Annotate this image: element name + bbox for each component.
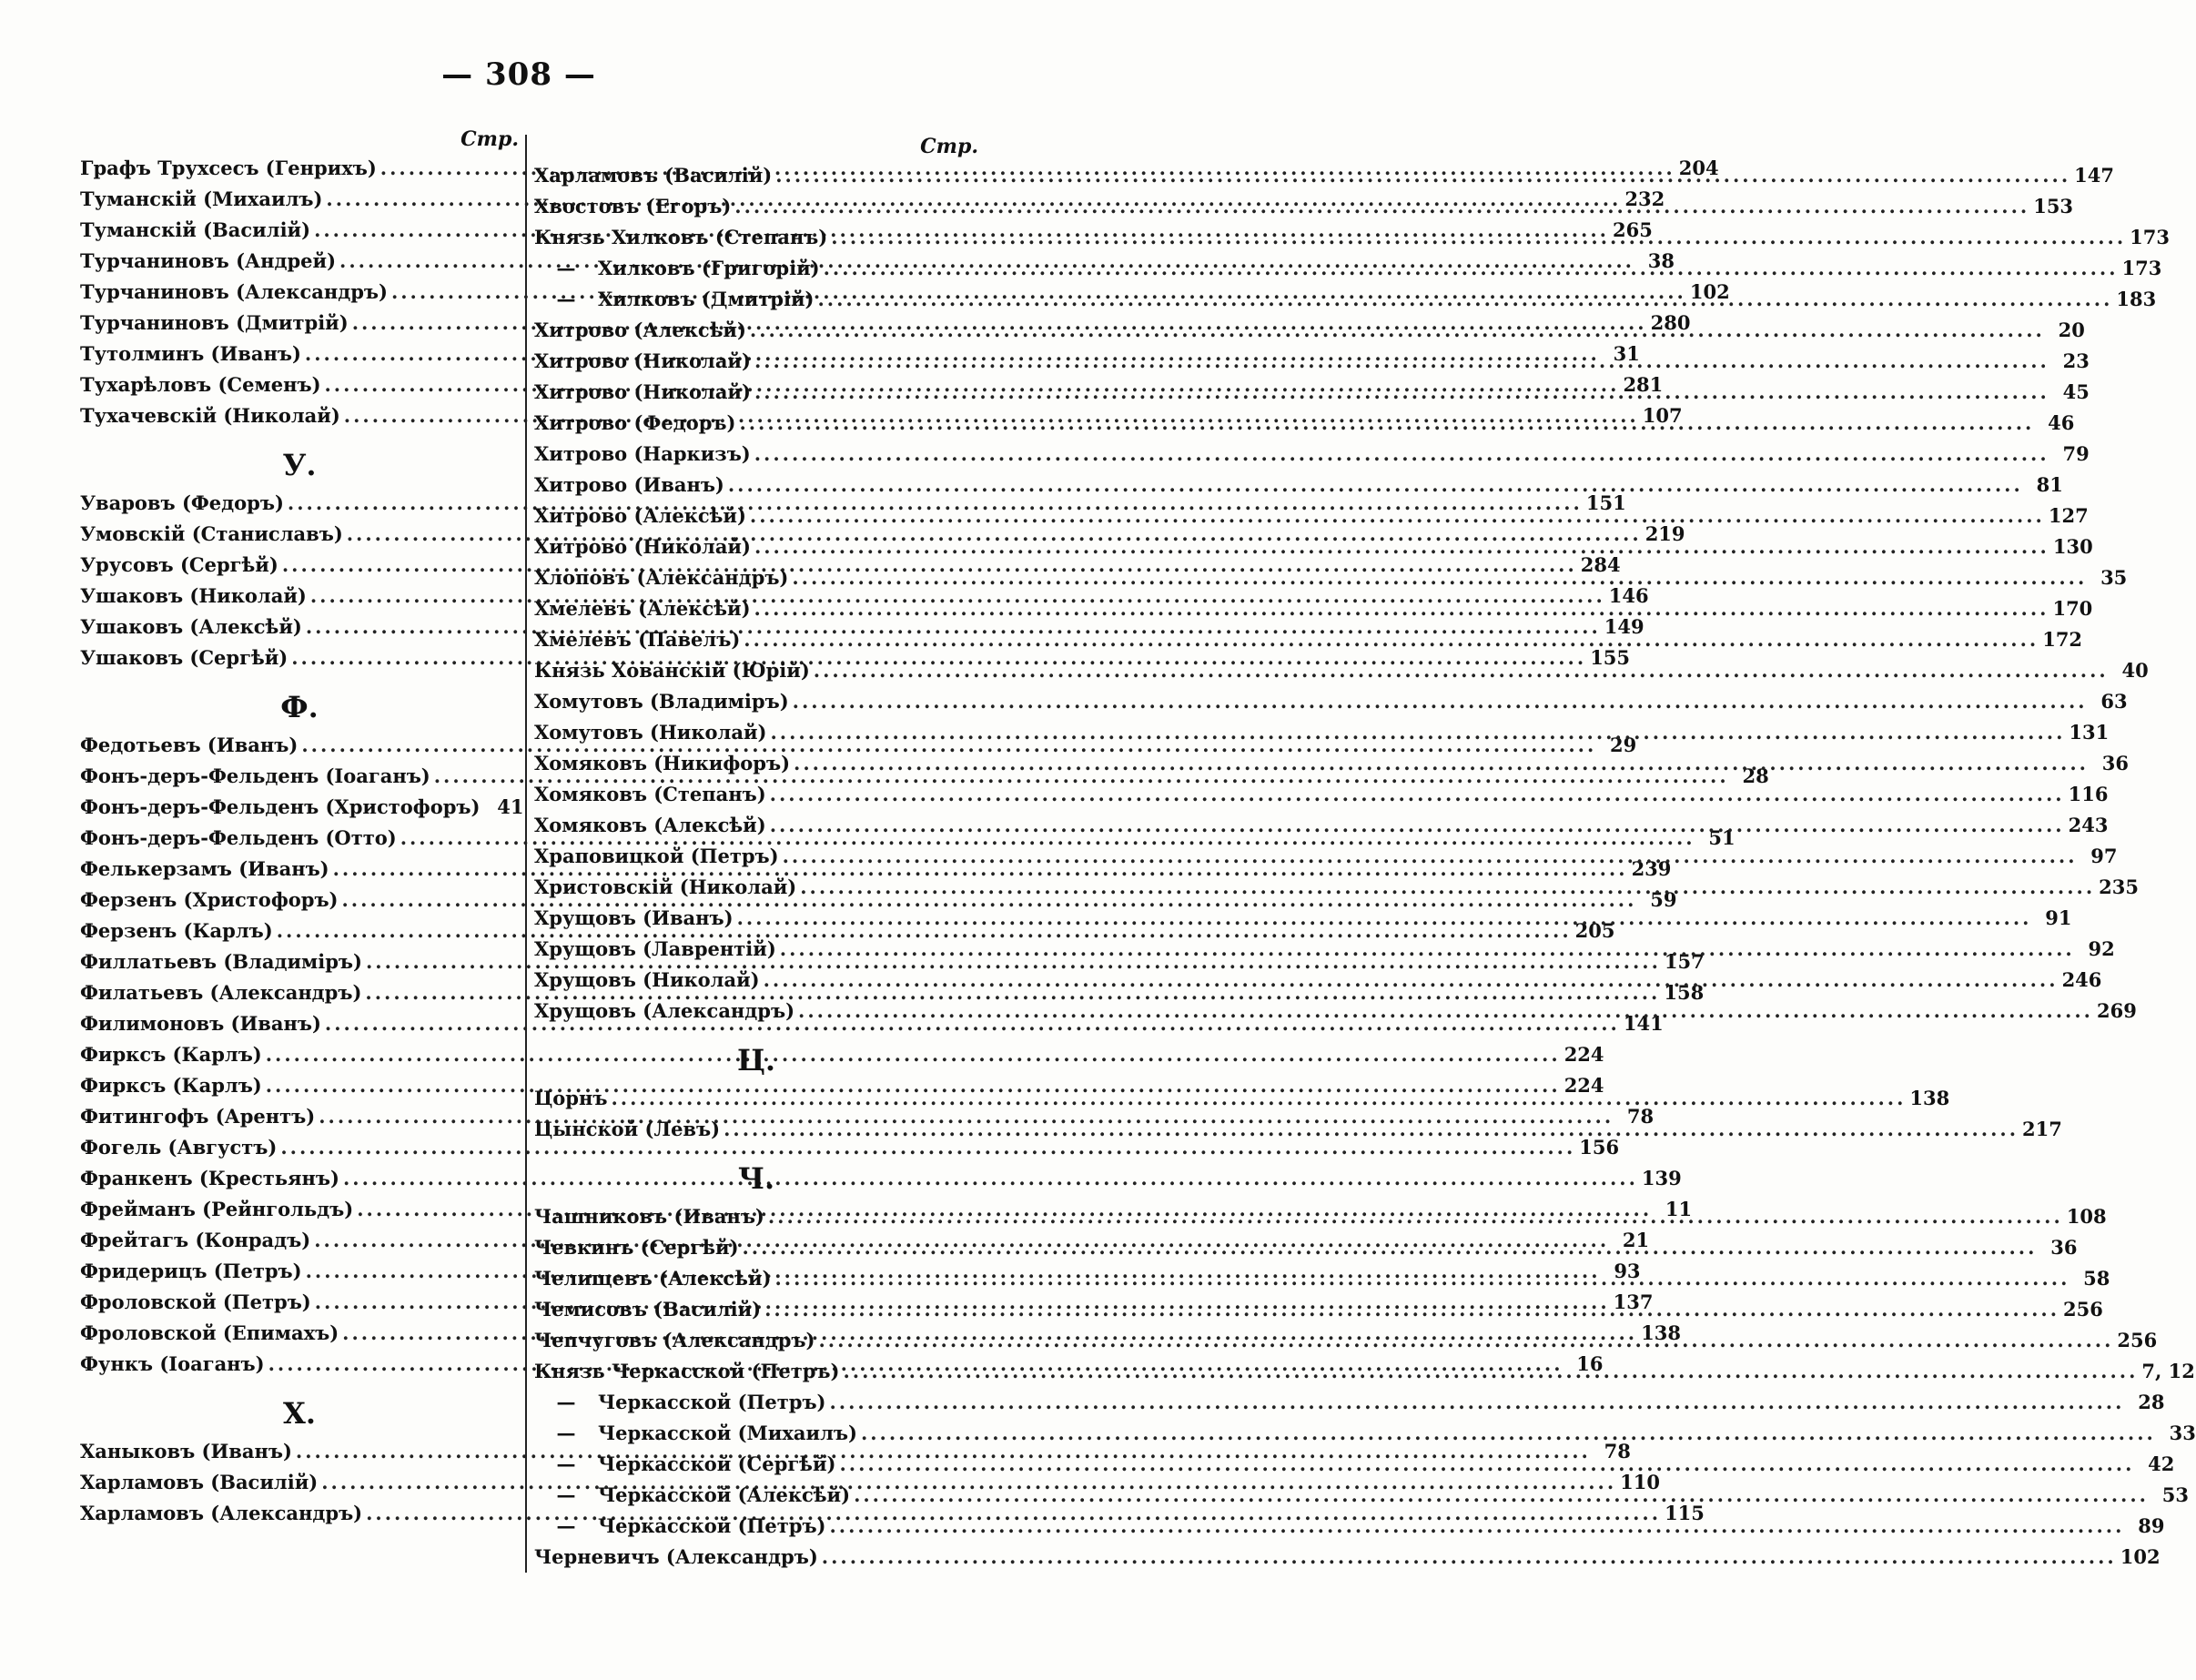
entry-name: Челищевъ (Алексѣй) <box>534 1267 772 1290</box>
entry-name: Хитрово (Алексѣй) <box>534 504 746 527</box>
dot-leader <box>768 1201 2063 1232</box>
entry-page-number: 107 <box>1642 404 1683 427</box>
page-column-header: Стр. <box>920 135 978 158</box>
entry-page-number: 42 <box>2148 1452 2175 1475</box>
dot-leader <box>737 903 2032 934</box>
entry-page-number: 29 <box>1610 734 1637 756</box>
entry-page-number: 110 <box>1620 1471 1660 1493</box>
dot-leader <box>854 1480 2149 1511</box>
entry-name: Фонъ-деръ-Фельденъ (Іоаганъ) <box>80 764 430 787</box>
entry-page-number: 41 <box>497 795 524 818</box>
entry-name: Хлоповъ (Александръ) <box>534 566 789 589</box>
entry-name: Хомутовъ (Николай) <box>534 721 767 744</box>
dot-leader <box>754 593 2049 624</box>
entry-page-number: 53 <box>2161 1483 2189 1506</box>
entry-name: Фрейманъ (Рейнгольдъ) <box>80 1198 354 1220</box>
entry-page-number: 239 <box>1631 857 1672 880</box>
entry-name: Фроловской (Петръ) <box>80 1290 311 1313</box>
entry-page-number: 45 <box>2062 380 2090 403</box>
entry-name: Графъ Труxсесъ (Генрихъ) <box>80 157 377 179</box>
section-letter-heading: Х. <box>283 1396 316 1431</box>
entry-name: Хрущовъ (Лаврентій) <box>534 937 776 960</box>
entry-name: Харламовъ (Александръ) <box>80 1502 363 1524</box>
dot-leader <box>734 191 2029 222</box>
entry-page-number: 28 <box>1742 764 1769 787</box>
index-entry <box>534 470 2063 501</box>
entry-page-number: 51 <box>1708 826 1736 849</box>
entry-page-number: 284 <box>1580 553 1621 576</box>
entry-page-number: 224 <box>1564 1043 1604 1066</box>
dot-leader <box>818 1325 2113 1356</box>
entry-name: Фирксъ (Карлъ) <box>80 1074 262 1097</box>
entry-page-number: 28 <box>2138 1391 2165 1413</box>
entry-name: Функъ (Іоаганъ) <box>80 1352 265 1375</box>
index-entry <box>534 779 2109 810</box>
ditto-dash: — <box>556 288 576 310</box>
entry-page-number: 31 <box>1613 342 1640 365</box>
dot-leader <box>770 779 2065 810</box>
dot-leader <box>831 222 2126 253</box>
entry-name: Хилковъ (Григорій) <box>598 257 820 279</box>
dot-leader <box>724 1114 2019 1145</box>
entry-name: Фирксъ (Карлъ) <box>80 1043 262 1066</box>
entry-page-number: 46 <box>2048 411 2075 434</box>
dot-leader <box>750 315 2045 346</box>
dot-leader <box>775 160 2070 191</box>
entry-name: Туманскій (Василій) <box>80 218 311 241</box>
entry-name: Филлатьевъ (Владиміръ) <box>80 950 362 973</box>
dot-leader <box>822 1542 2117 1573</box>
entry-name: Хитрово (Алексѣй) <box>534 319 746 341</box>
entry-name: Турчаниновъ (Дмитрій) <box>80 311 349 334</box>
entry-page-number: 151 <box>1585 491 1626 514</box>
entry-name: Князь Черкасской (Петръ) <box>534 1360 840 1382</box>
ditto-dash: — <box>556 1391 576 1413</box>
entry-page-number: 58 <box>2083 1267 2110 1290</box>
entry-page-number: 38 <box>1647 249 1675 272</box>
page-column-header: Стр. <box>460 127 519 151</box>
dot-leader <box>764 1294 2059 1325</box>
entry-name: Турчаниновъ (Александръ) <box>80 280 388 303</box>
entry-name: Хомяковъ (Степанъ) <box>534 783 766 805</box>
entry-page-number: 235 <box>2099 875 2139 898</box>
entry-page-number: 246 <box>2061 968 2102 991</box>
index-entry <box>534 1542 2161 1573</box>
dot-leader <box>800 872 2095 903</box>
entry-name: Ушаковъ (Николай) <box>80 584 307 607</box>
entry-name: Хитрово (Иванъ) <box>534 473 724 496</box>
section-letter-heading: У. <box>282 448 317 482</box>
ditto-dash: — <box>556 1514 576 1537</box>
dot-leader <box>728 470 2023 501</box>
dot-leader <box>843 1356 2138 1387</box>
entry-page-number: 183 <box>2116 288 2157 310</box>
entry-name: Хмелевъ (Алексѣй) <box>534 597 751 620</box>
entry-name: Ферзенъ (Карлъ) <box>80 919 273 942</box>
entry-name: Турчаниновъ (Андрей) <box>80 249 337 272</box>
dot-leader <box>743 1232 2038 1263</box>
entry-page-number: 146 <box>1608 584 1649 607</box>
entry-page-number: 91 <box>2045 906 2072 929</box>
entry-name: Цынской (Левъ) <box>534 1118 721 1140</box>
entry-name: Фридерицъ (Петръ) <box>80 1260 302 1282</box>
ditto-dash: — <box>556 1452 576 1475</box>
entry-page-number: 138 <box>1909 1087 1950 1109</box>
entry-page-number: 139 <box>1641 1167 1682 1189</box>
ditto-dash: — <box>556 257 576 279</box>
entry-page-number: 35 <box>2100 566 2128 589</box>
entry-page-number: 157 <box>1664 950 1705 973</box>
entry-name: Фроловской (Епимахъ) <box>80 1321 339 1344</box>
entry-page-number: 219 <box>1644 522 1685 545</box>
dot-leader <box>792 562 2087 593</box>
index-entry <box>80 1132 1620 1163</box>
dot-leader <box>783 841 2078 872</box>
entry-page-number: 172 <box>2042 628 2083 651</box>
entry-name: Туманскій (Михаилъ) <box>80 187 323 210</box>
entry-page-number: 224 <box>1564 1074 1604 1097</box>
entry-page-number: 243 <box>2068 814 2109 836</box>
entry-name: Хрущовъ (Александръ) <box>534 999 795 1022</box>
entry-page-number: 217 <box>2022 1118 2062 1140</box>
entry-page-number: 158 <box>1664 981 1705 1004</box>
entry-page-number: 16 <box>1576 1352 1604 1375</box>
entry-name: Чевкинъ (Сергѣй) <box>534 1236 739 1259</box>
entry-name: Чемисовъ (Василій) <box>534 1298 762 1321</box>
entry-name: Князь Хованскій (Юрій) <box>534 659 810 682</box>
entry-name: Хитрово (Николай) <box>534 535 751 558</box>
dot-leader <box>830 1387 2125 1418</box>
entry-name: Черкасской (Сергѣй) <box>598 1452 836 1475</box>
entry-name: Федотьевъ (Иванъ) <box>80 734 299 756</box>
entry-name: Хрущовъ (Иванъ) <box>534 906 734 929</box>
entry-name: Чашниковъ (Иванъ) <box>534 1205 764 1228</box>
index-entry <box>80 792 524 823</box>
entry-name: Фрейтагъ (Конрадъ) <box>80 1229 311 1251</box>
dot-leader <box>744 624 2039 655</box>
entry-page-number: 36 <box>2050 1236 2078 1259</box>
entry-page-number: 205 <box>1574 919 1615 942</box>
entry-name: Тухарѣловъ (Семенъ) <box>80 373 321 396</box>
entry-name: Черневичъ (Александръ) <box>534 1545 818 1568</box>
entry-page-number: 97 <box>2090 845 2118 867</box>
section-letter-heading: Ф. <box>280 690 319 724</box>
entry-name: Харламовъ (Василій) <box>534 164 773 187</box>
entry-page-number: 265 <box>1613 218 1653 241</box>
entry-name: Умовскій (Станиславъ) <box>80 522 343 545</box>
entry-page-number: 11 <box>1665 1198 1693 1220</box>
entry-page-number: 137 <box>1613 1290 1654 1313</box>
entry-name: Филатьевъ (Александръ) <box>80 981 362 1004</box>
dot-leader <box>754 531 2049 562</box>
dot-leader <box>830 1511 2125 1542</box>
entry-name: Князь Хилковъ (Степанъ) <box>534 226 828 248</box>
entry-name: Цорнъ <box>534 1087 608 1109</box>
entry-name: Хмелевъ (Павелъ) <box>534 628 741 651</box>
dot-leader <box>611 1083 1906 1114</box>
index-entry <box>534 686 2128 717</box>
dot-leader <box>861 1418 2156 1449</box>
dot-leader <box>780 934 2075 965</box>
index-entry <box>80 1163 1682 1194</box>
entry-page-number: 256 <box>2117 1329 2158 1351</box>
entry-page-number: 81 <box>2036 473 2063 496</box>
entry-page-number: 153 <box>2033 195 2074 218</box>
entry-name: Хитрово (Федоръ) <box>534 411 736 434</box>
entry-page-number: 116 <box>2068 783 2109 805</box>
index-entry <box>534 1418 2196 1449</box>
entry-name: Фелькерзамъ (Иванъ) <box>80 857 329 880</box>
entry-name: Хомутовъ (Владиміръ) <box>534 690 789 713</box>
dot-leader <box>764 965 2059 996</box>
entry-page-number: 102 <box>1689 280 1730 303</box>
entry-page-number: 147 <box>2074 164 2114 187</box>
dot-leader <box>793 686 2088 717</box>
entry-name: Ферзенъ (Христофоръ) <box>80 888 339 911</box>
entry-page-number: 23 <box>2062 349 2090 372</box>
index-entry <box>534 439 2090 470</box>
entry-name: Хилковъ (Дмитрій) <box>598 288 815 310</box>
entry-page-number: 78 <box>1604 1440 1631 1462</box>
entry-name: Черкасской (Петръ) <box>598 1391 826 1413</box>
dot-leader <box>770 810 2065 841</box>
entry-name: Фитингофъ (Арентъ) <box>80 1105 316 1128</box>
entry-page-number: 269 <box>2096 999 2137 1022</box>
dot-leader <box>798 996 2093 1027</box>
entry-page-number: 92 <box>2088 937 2115 960</box>
dot-leader <box>824 253 2119 284</box>
dot-leader <box>739 408 2034 439</box>
dot-leader <box>794 748 2089 779</box>
entry-name: Хомяковъ (Алексѣй) <box>534 814 766 836</box>
dot-leader <box>754 377 2049 408</box>
entry-page-number: 131 <box>2069 721 2110 744</box>
dot-leader <box>754 346 2049 377</box>
entry-name: Фонъ-деръ-Фельденъ (Христофоръ) <box>80 795 481 818</box>
dot-leader <box>839 1449 2134 1480</box>
entry-name: Хитрово (Николай) <box>534 349 751 372</box>
entry-page-number: 89 <box>2138 1514 2165 1537</box>
entry-page-number: 280 <box>1650 311 1691 334</box>
entry-page-number: 173 <box>2130 226 2171 248</box>
entry-name: Филимоновъ (Иванъ) <box>80 1012 321 1035</box>
dot-leader <box>814 655 2109 686</box>
section-letter-heading: Ч. <box>737 1161 775 1196</box>
entry-page-number: 79 <box>2062 442 2090 465</box>
entry-name: Хитрово (Николай) <box>534 380 751 403</box>
entry-page-number: 33 <box>2169 1422 2196 1444</box>
entry-page-number: 7, 12 <box>2141 1360 2195 1382</box>
entry-page-number: 281 <box>1623 373 1664 396</box>
entry-page-number: 130 <box>2052 535 2093 558</box>
entry-page-number: 21 <box>1622 1229 1650 1251</box>
entry-name: Урусовъ (Сергѣй) <box>80 553 278 576</box>
entry-name: Тутолминъ (Иванъ) <box>80 342 301 365</box>
entry-page-number: 108 <box>2066 1205 2107 1228</box>
entry-name: Христовскій (Николай) <box>534 875 797 898</box>
dot-leader <box>754 439 2049 470</box>
entry-page-number: 204 <box>1678 157 1719 179</box>
entry-page-number: 20 <box>2058 319 2085 341</box>
entry-page-number: 256 <box>2063 1298 2103 1321</box>
entry-name: Франкенъ (Крестьянъ) <box>80 1167 339 1189</box>
entry-page-number: 156 <box>1579 1136 1620 1159</box>
entry-page-number: 102 <box>2120 1545 2161 1568</box>
entry-page-number: 93 <box>1614 1260 1641 1282</box>
entry-page-number: 40 <box>2121 659 2149 682</box>
entry-page-number: 149 <box>1604 615 1644 638</box>
entry-name: Хитрово (Наркизъ) <box>534 442 751 465</box>
entry-page-number: 36 <box>2101 752 2129 774</box>
entry-name: Харламовъ (Василій) <box>80 1471 319 1493</box>
entry-page-number: 141 <box>1623 1012 1664 1035</box>
index-entry <box>534 1387 2165 1418</box>
entry-page-number: 63 <box>2100 690 2128 713</box>
entry-name: Ханыковъ (Иванъ) <box>80 1440 292 1462</box>
dot-leader <box>770 717 2065 748</box>
entry-name: Храповицкой (Петръ) <box>534 845 779 867</box>
entry-page-number: 155 <box>1590 646 1631 669</box>
index-entry <box>80 1039 1604 1070</box>
ditto-dash: — <box>556 1483 576 1506</box>
entry-page-number: 127 <box>2048 504 2089 527</box>
entry-name: Черкасской (Алексѣй) <box>598 1483 851 1506</box>
entry-page-number: 115 <box>1665 1502 1705 1524</box>
entry-name: Хрущовъ (Николай) <box>534 968 760 991</box>
entry-name: Ушаковъ (Алексѣй) <box>80 615 302 638</box>
entry-page-number: 173 <box>2121 257 2162 279</box>
entry-name: Черкасской (Петръ) <box>598 1514 826 1537</box>
entry-name: Фогель (Августъ) <box>80 1136 278 1159</box>
entry-page-number: 170 <box>2052 597 2093 620</box>
ditto-dash: — <box>556 1422 576 1444</box>
entry-page-number: 78 <box>1626 1105 1655 1128</box>
entry-name: Чепчуговъ (Александръ) <box>534 1329 815 1351</box>
entry-name: Ушаковъ (Сергѣй) <box>80 646 288 669</box>
entry-name: Хвостовъ (Егоръ) <box>534 195 732 218</box>
entry-name: Фонъ-деръ-Фельденъ (Отто) <box>80 826 397 849</box>
entry-name: Хомяковъ (Никифоръ) <box>534 752 791 774</box>
page-number: — 308 — <box>441 56 596 93</box>
dot-leader <box>817 284 2112 315</box>
section-letter-heading: Ц. <box>736 1043 776 1078</box>
entry-name: Черкасской (Михаилъ) <box>598 1422 857 1444</box>
dot-leader <box>750 501 2045 531</box>
dot-leader <box>774 1263 2070 1294</box>
entry-page-number: 59 <box>1650 888 1677 911</box>
entry-page-number: 138 <box>1641 1321 1681 1344</box>
entry-name: Тухачевскій (Николай) <box>80 404 340 427</box>
entry-name: Уваровъ (Федоръ) <box>80 491 284 514</box>
entry-page-number: 232 <box>1624 187 1665 210</box>
